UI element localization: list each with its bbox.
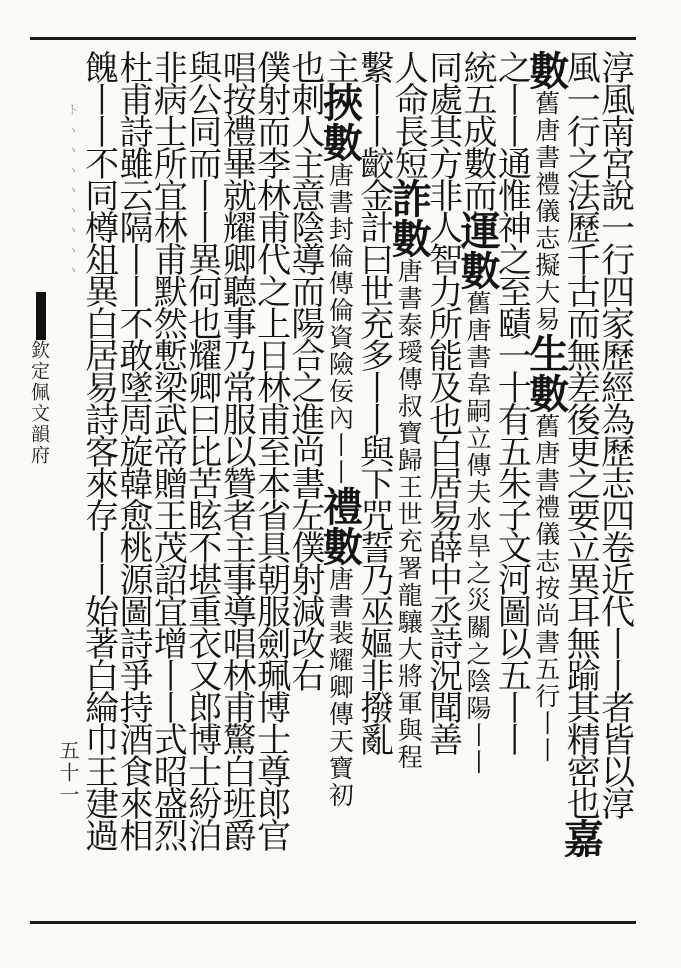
entry-heading-char: 嘉 [557, 818, 605, 858]
source-citation: 唐書封倫傳倫資險佞內丨丨 [325, 162, 355, 486]
body-text: 之丨丨通惟神之至賾 [491, 50, 532, 338]
body-text: 非病士所宜林甫默然慙梁武帝贈王茂詔宜增丨丨式昭盛烈 [147, 50, 188, 850]
body-text: 餽丨丨不同樽俎異白居易詩客來存丨丨始著白綸巾王建過 [78, 50, 119, 850]
entry-heading-char: 數 [385, 218, 433, 258]
body-text: 人命長短 [388, 50, 429, 178]
body-text: 齩金計曰世充多丨丨與下咒誓乃巫嫗非撥亂 [353, 146, 394, 754]
body-text: 杜甫詩雖云隔丨丨不敢墜周旋韓愈桃源圖詩爭持酒食來相 [113, 50, 153, 850]
entry-heading-char: 數 [454, 250, 501, 290]
entry-heading-char: 數 [316, 526, 364, 566]
entry-heading-char: 運 [454, 210, 501, 250]
text-column [78, 50, 120, 916]
page-frame-top-rule [30, 37, 636, 40]
body-text: 繫丨丨 [353, 50, 394, 146]
body-text: 統五成數而 [457, 50, 497, 210]
body-text: 與公同而丨丨異何也耀卿曰比苦眩不堪重衣又郎博士紛泊 [181, 50, 222, 850]
body-text: 僕射而李林甫代之上日林甫至本省具朝服劍珮博士尊郎官 [250, 50, 291, 850]
source-citation: 舊唐書禮儀志按尚書五行丨丨 [531, 413, 561, 764]
body-text: 主 [319, 50, 360, 82]
book-title: 欽定佩文韻府 [28, 340, 50, 466]
source-citation: 舊唐書韋嗣立傳夫水旱之災關之陰陽丨丨 [463, 290, 492, 776]
entry-heading-char: 數 [522, 373, 570, 413]
page-frame-bottom-rule [30, 921, 636, 924]
source-citation: 舊唐書禮儀志擬大易 [531, 90, 561, 333]
entry-heading-char: 數 [316, 122, 364, 162]
entry-heading-char: 禮 [316, 486, 364, 526]
entry-heading-char: 挾 [316, 82, 364, 122]
entry-heading-char: 詐 [385, 178, 433, 218]
body-text: 進尚書左僕射減改右 [285, 402, 325, 690]
margin-faded-marks: ト ヽ ヽ ヽ ヽ ヽ ヽ ヽ ヽ [66, 103, 79, 277]
body-text: 淳風南宮說一行四家歷經為歷志四卷近代丨丨者皆以淳 [594, 50, 635, 818]
page-number: 五十一 [56, 740, 80, 806]
body-text: 一十有五朱子文河圖以五丨丨 [491, 338, 532, 754]
body-text: 同處其方 [422, 50, 463, 178]
margin-black-block [36, 292, 46, 340]
body-text: 唱按禮畢就耀卿聽事乃常服以贊者主事導唱林甫驚白班爵 [216, 50, 257, 850]
entry-heading-char: 生 [522, 333, 570, 373]
source-citation: 唐書裴耀卿傳天寶初 [325, 566, 355, 809]
body-text: 也 [285, 50, 325, 82]
body-text: 刺人主意陰導而陽合之 [285, 82, 325, 402]
source-citation: 唐書泰璦傳叔寶歸王世充署龍驤大將軍與程 [394, 258, 424, 771]
body-text: 風一行之法歷千古而無差後更之要立異耳無踰其精密也 [560, 50, 601, 818]
body-text: 非人智力所能及也白居易薛中丞詩況聞善 [422, 178, 463, 754]
entry-heading-char: 數 [522, 50, 570, 90]
